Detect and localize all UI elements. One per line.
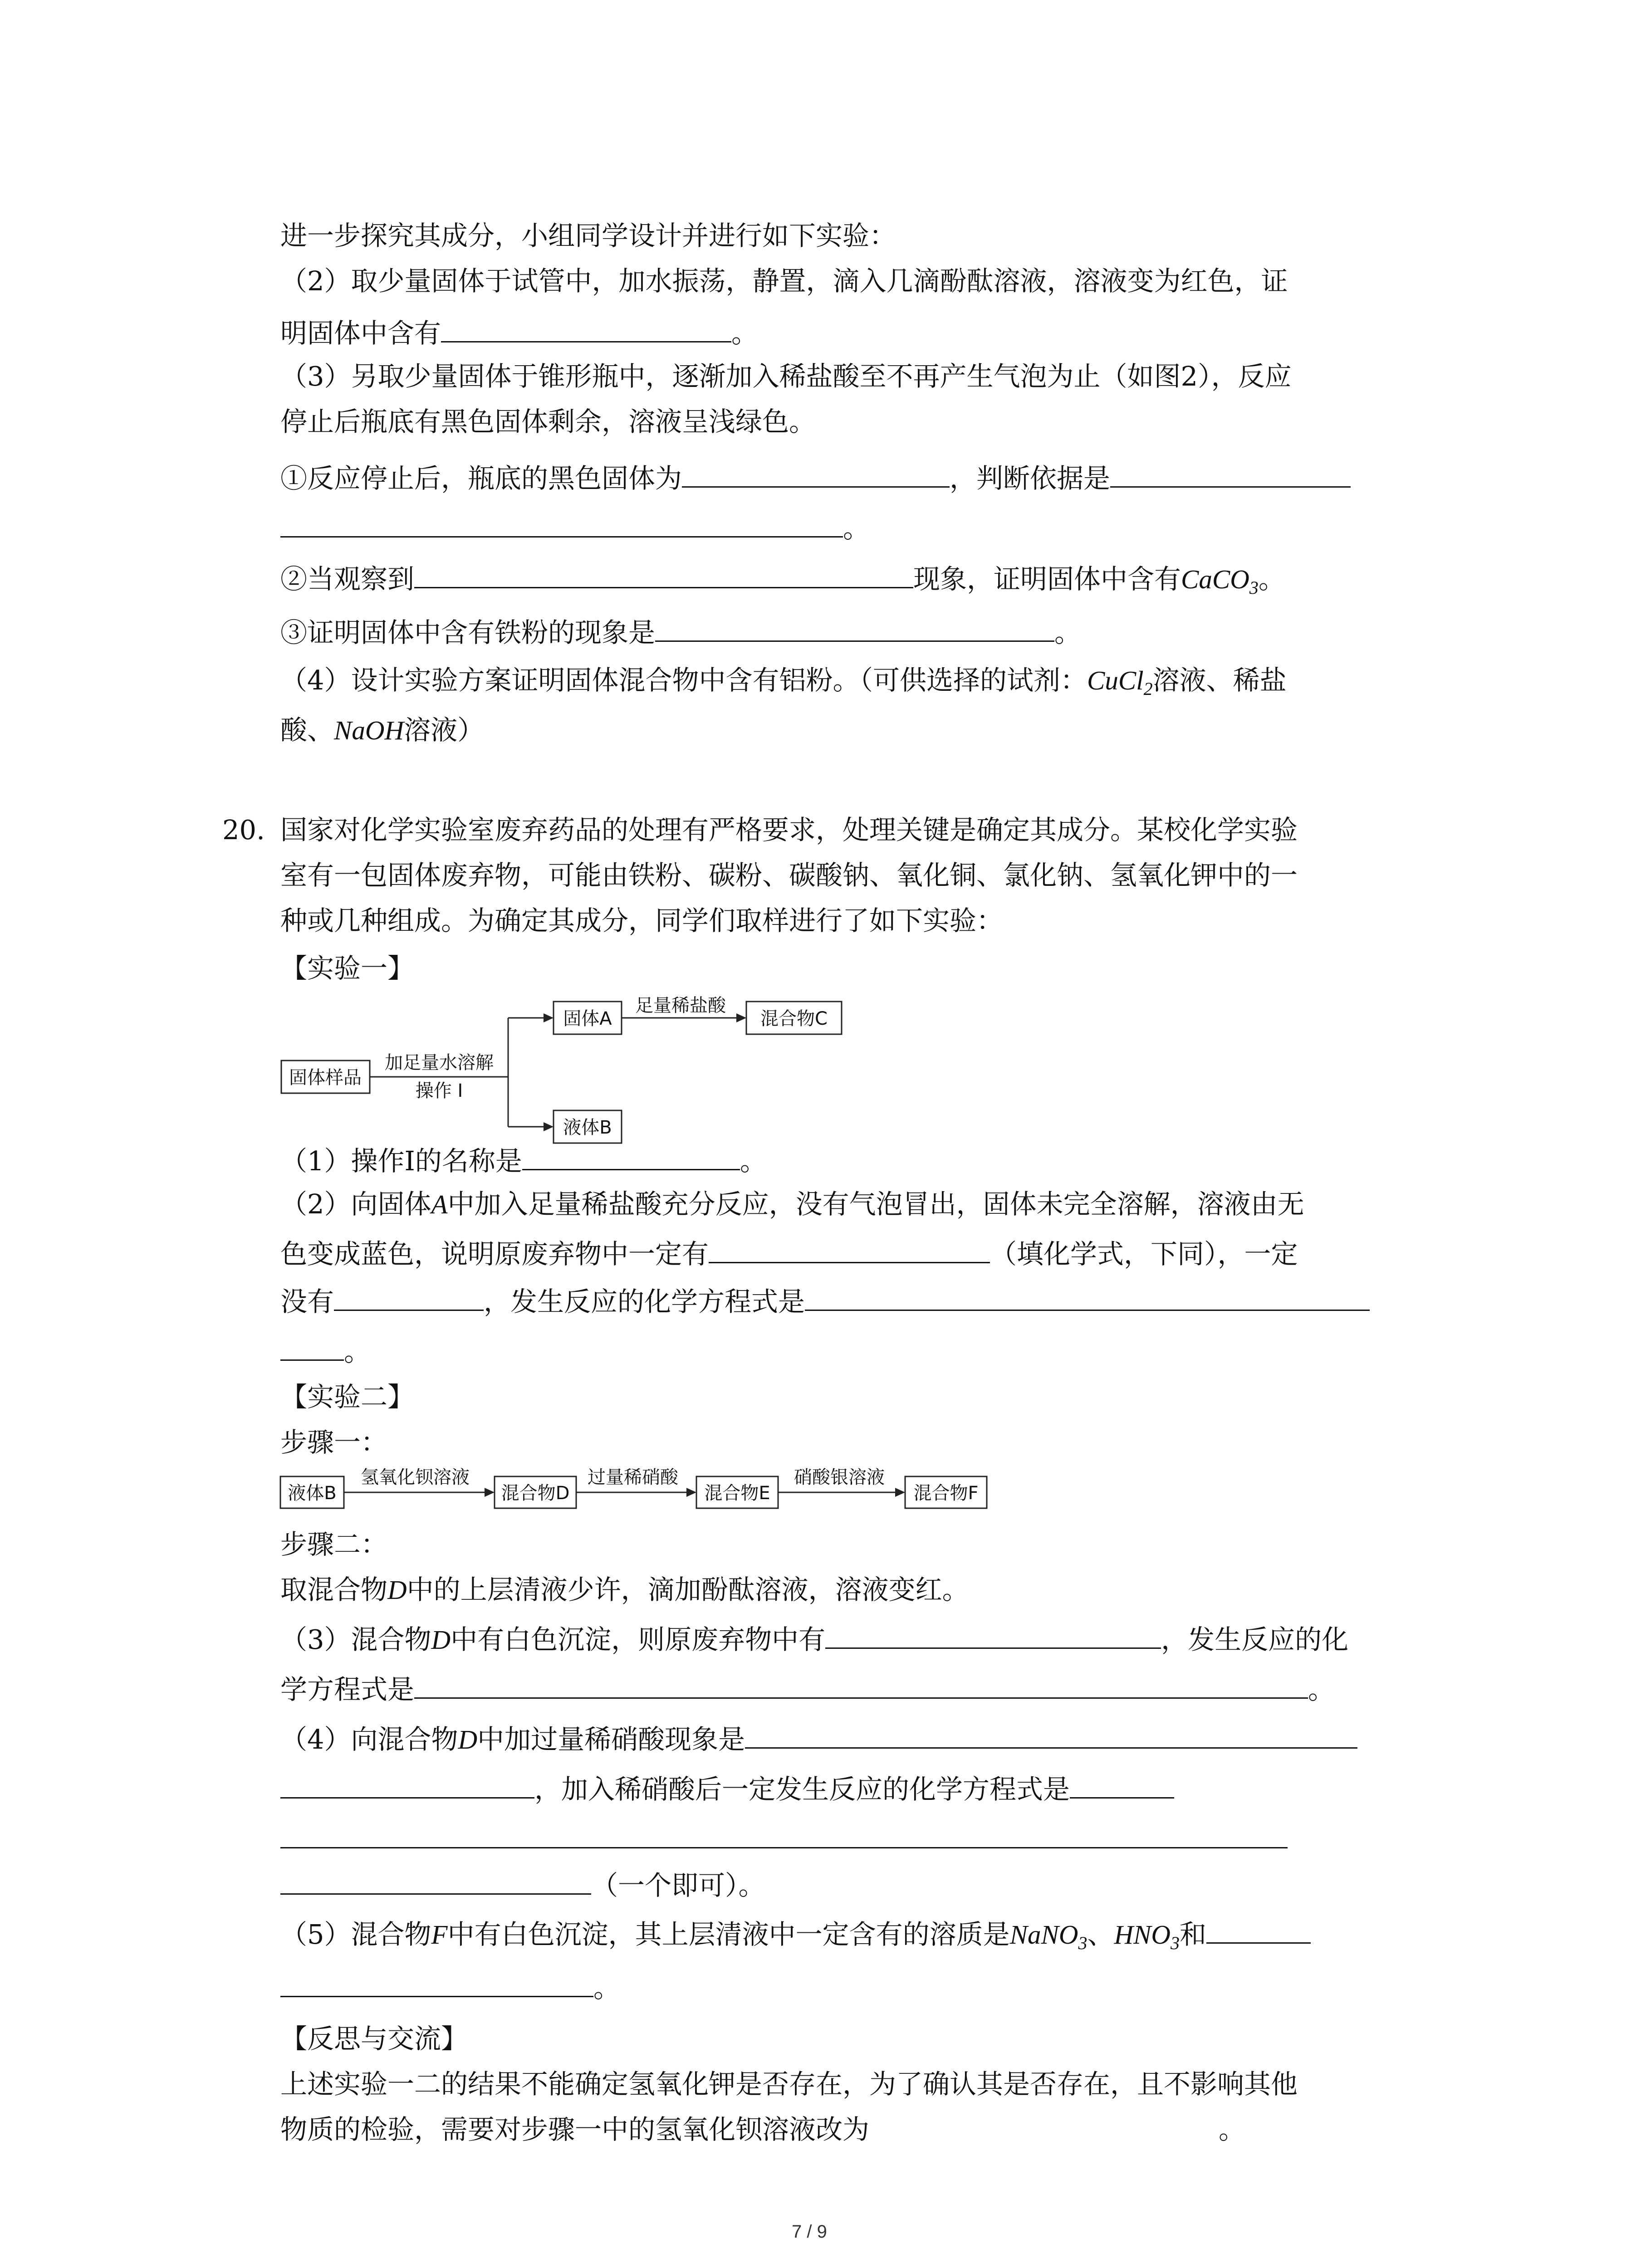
- arrow-head: [485, 1488, 495, 1497]
- answer-blank[interactable]: [1110, 458, 1351, 488]
- q20-q2-line2: 色变成蓝色，说明原废弃物中一定有 （填化学式，下同），一定: [280, 1234, 1298, 1272]
- arrow-head: [736, 1013, 746, 1022]
- step1-label: 步骤一：: [280, 1427, 388, 1458]
- q20-stem-line1: 国家对化学实验室废弃药品的处理有严格要求，处理关键是确定其成分。某校化学实验: [280, 814, 1298, 846]
- step2-label: 步骤二：: [280, 1529, 388, 1560]
- label-operation-1: 操作 I: [415, 1080, 463, 1101]
- label-liquid-b: 液体B: [288, 1483, 337, 1504]
- answer-blank[interactable]: [709, 1234, 990, 1263]
- label-mixture-d: 混合物D: [501, 1483, 570, 1504]
- label-liquid-b: 液体B: [563, 1117, 612, 1138]
- answer-blank[interactable]: [280, 1819, 1288, 1848]
- q20-q5-line2: 。: [280, 1968, 620, 2006]
- q20-q4-line2: ，加入稀硝酸后一定发生反应的化学方程式是: [280, 1769, 1174, 1808]
- q20-q2-line4: 。: [280, 1331, 371, 1370]
- label-mixture-e: 混合物E: [704, 1483, 770, 1504]
- p19-q3-line2: 停止后瓶底有黑色固体剩余，溶液呈浅绿色。: [280, 406, 816, 437]
- q20-q3-line1: （3）混合物D中有白色沉淀，则原废弃物中有 ，发生反应的化: [280, 1619, 1348, 1658]
- answer-blank[interactable]: [280, 1968, 593, 1997]
- step2-text: 取混合物D中的上层清液少许，滴加酚酞溶液，溶液变红。: [280, 1574, 969, 1605]
- reflect-heading: 【反思与交流】: [280, 2023, 468, 2054]
- flow-diagram-1: [272, 993, 871, 1148]
- answer-blank[interactable]: [682, 458, 950, 488]
- answer-blank[interactable]: [280, 1769, 534, 1799]
- reflect-line2: 物质的检验，需要对步骤一中的氢氧化钡溶液改为 。: [280, 2114, 1246, 2145]
- p19-q3a-cont: 。: [280, 508, 870, 547]
- p19-q3a: ①反应停止后，瓶底的黑色固体为 ，判断依据是: [280, 458, 1351, 497]
- answer-blank[interactable]: [334, 1281, 484, 1311]
- answer-blank[interactable]: [441, 313, 731, 342]
- q20-q5-line1: （5）混合物F中有白色沉淀，其上层清液中一定含有的溶质是NaNO$_3$、$HNO_3$和: [280, 1914, 1311, 1961]
- answer-blank[interactable]: [280, 1331, 344, 1361]
- answer-blank[interactable]: [522, 1141, 740, 1170]
- label-solid-sample: 固体样品: [289, 1067, 362, 1088]
- q20-stem-line2: 室有一包固体废弃物，可能由铁粉、碳粉、碳酸钠、氧化铜、氯化钠、氢氧化钾中的一: [280, 860, 1298, 891]
- q20-q3-line2: 学方程式是 。: [280, 1669, 1335, 1708]
- label-mixture-c: 混合物C: [760, 1008, 828, 1029]
- q20-q4-line4: （一个即可）。: [280, 1865, 765, 1904]
- question-number: 20.: [222, 814, 265, 846]
- p19-q2-line1: （2）取少量固体于试管中，加水振荡，静置，滴入几滴酚酞溶液，溶液变为红色，证: [280, 265, 1288, 297]
- answer-blank[interactable]: [1206, 1914, 1311, 1944]
- answer-blank[interactable]: [805, 1281, 1370, 1311]
- answer-blank[interactable]: [280, 1865, 591, 1895]
- answer-blank[interactable]: [825, 1619, 1161, 1649]
- exp2-heading: 【实验二】: [280, 1381, 415, 1413]
- answer-blank[interactable]: [1070, 1769, 1174, 1799]
- label-silver-nitrate: 硝酸银溶液: [794, 1467, 885, 1488]
- q20-q2-line3: 没有 ，发生反应的化学方程式是: [280, 1281, 1370, 1320]
- arrow-head: [544, 1122, 554, 1131]
- reflect-line1: 上述实验一二的结果不能确定氢氧化钾是否存在，为了确认其是否存在，且不影响其他: [280, 2068, 1298, 2100]
- label-barium-hydroxide: 氢氧化钡溶液: [361, 1467, 470, 1488]
- label-acid: 足量稀盐酸: [635, 995, 726, 1016]
- q20-q4-line1: （4）向混合物D中加过量稀硝酸现象是: [280, 1719, 1357, 1758]
- p19-q3c: ③证明固体中含有铁粉的现象是 。: [280, 612, 1081, 651]
- arrow-head: [686, 1488, 696, 1497]
- answer-blank[interactable]: [655, 612, 1054, 642]
- label-dissolve: 加足量水溶解: [385, 1052, 494, 1073]
- p19-intro: 进一步探究其成分，小组同学设计并进行如下实验：: [280, 220, 896, 251]
- answer-blank[interactable]: [280, 508, 843, 538]
- answer-blank[interactable]: [414, 1669, 1308, 1699]
- label-mixture-f: 混合物F: [913, 1483, 979, 1504]
- page-number: 7 / 9: [792, 2222, 827, 2242]
- answer-blank[interactable]: [414, 559, 913, 588]
- p19-q3b: ②当观察到 现象，证明固体中含有CaCO$_3$。: [280, 559, 1285, 606]
- p19-q4-line1: （4）设计实验方案证明固体混合物中含有铝粉。（可供选择的试剂：CuCl$_2$溶液、稀盐: [280, 665, 1287, 699]
- q20-q4-line3: [280, 1819, 1288, 1857]
- q20-q1: （1）操作Ⅰ的名称是 。: [280, 1141, 767, 1179]
- q20-stem-line3: 种或几种组成。为确定其成分，同学们取样进行了如下实验：: [280, 905, 1004, 936]
- q20-q2-line1: （2）向固体A中加入足量稀盐酸充分反应，没有气泡冒出，固体未完全溶解，溶液由无: [280, 1188, 1304, 1220]
- exp1-heading: 【实验一】: [280, 953, 415, 984]
- label-solid-a: 固体A: [563, 1008, 612, 1029]
- p19-q4-line2: 酸、NaOH溶液）: [280, 714, 485, 746]
- answer-blank[interactable]: [745, 1719, 1357, 1749]
- arrow-head: [544, 1013, 554, 1022]
- arrow-head: [895, 1488, 905, 1497]
- flow-diagram-2: [272, 1463, 998, 1513]
- p19-q2-line2: 明固体中含有 。: [280, 313, 758, 352]
- label-nitric-acid: 过量稀硝酸: [588, 1467, 678, 1488]
- p19-q3-line1: （3）另取少量固体于锥形瓶中，逐渐加入稀盐酸至不再产生气泡为止（如图2），反应: [280, 361, 1292, 392]
